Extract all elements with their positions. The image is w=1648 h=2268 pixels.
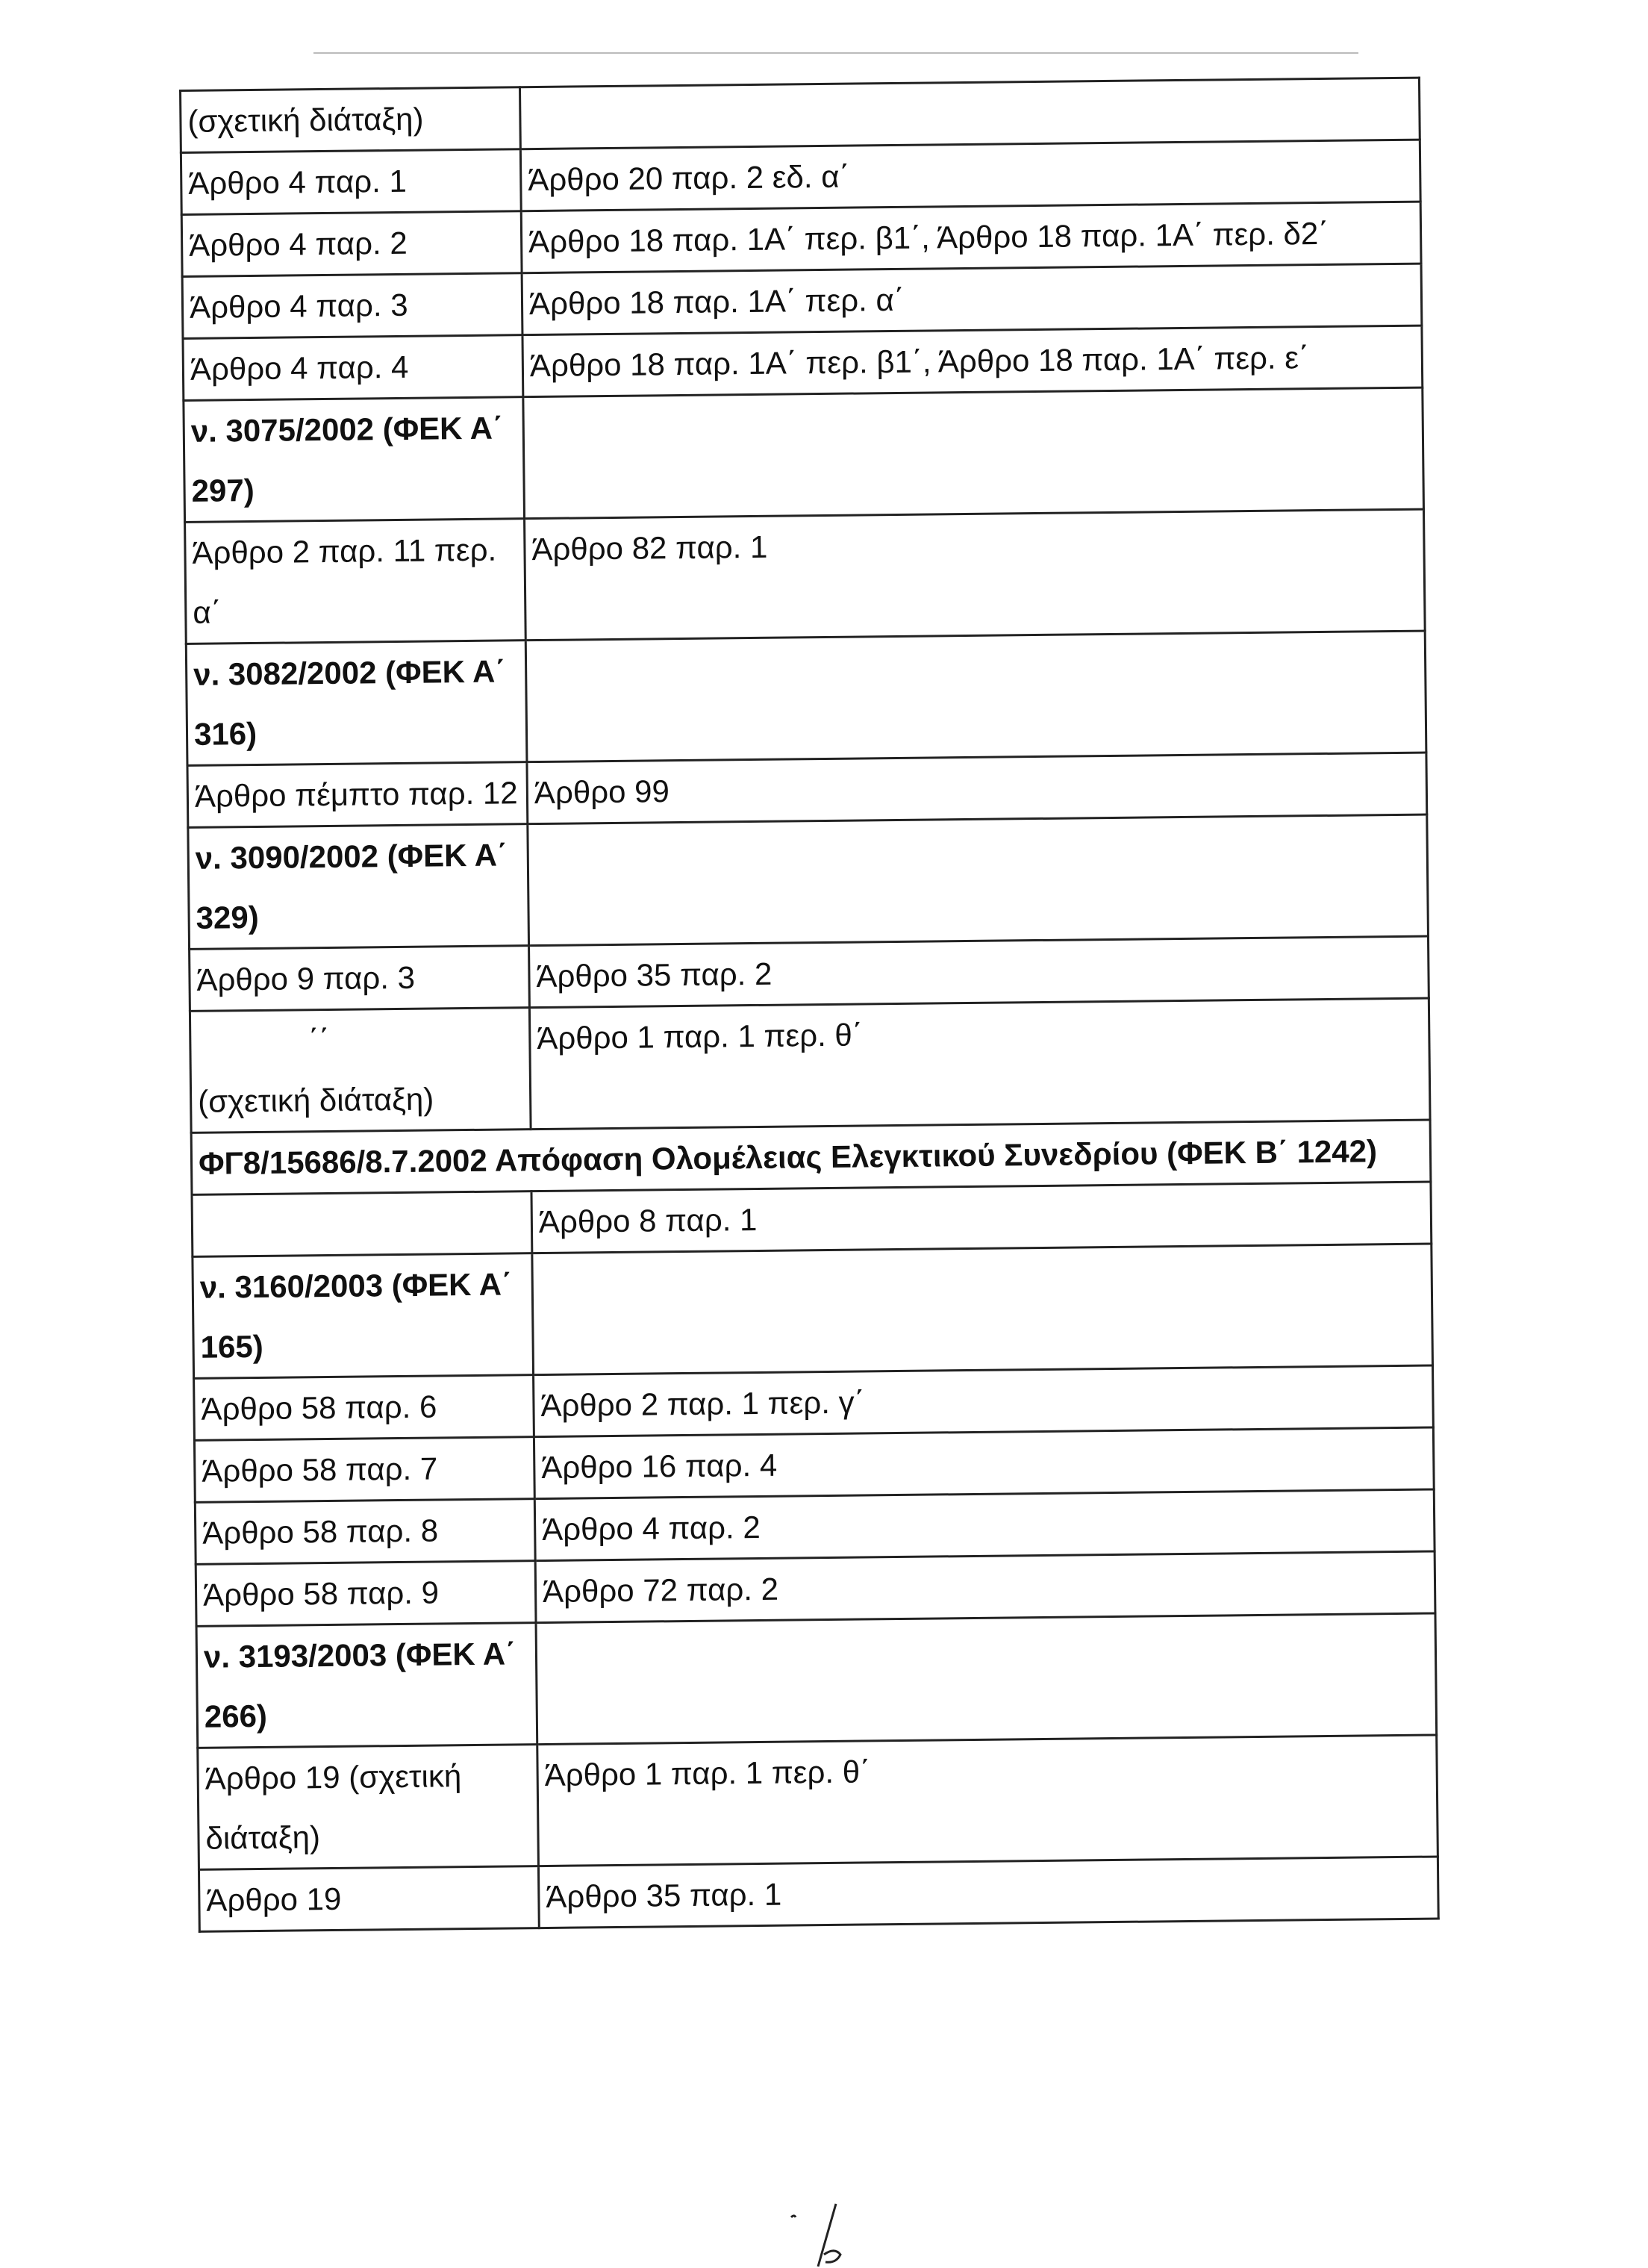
old-provision-cell xyxy=(192,1191,532,1257)
law-heading-row xyxy=(193,1244,1433,1378)
law-title-cell: ν. 3160/2003 (ΦΕΚ Α΄ 165) xyxy=(193,1253,534,1379)
law-heading-row xyxy=(188,814,1429,949)
new-provision-cell: Άρθρο 35 παρ. 1 xyxy=(538,1857,1438,1928)
law-heading-row xyxy=(184,387,1424,522)
new-provision-cell: Άρθρο 1 παρ. 1 περ. θ΄ xyxy=(529,998,1430,1130)
new-provision-cell: Άρθρο 18 παρ. 1Α΄ περ. β1΄, Άρθρο 18 παρ. 1Α΄ περ. ε΄ xyxy=(522,325,1423,397)
old-provision-cell: Άρθρο 58 παρ. 6 xyxy=(194,1375,534,1441)
new-provision-cell: Άρθρο 72 παρ. 2 xyxy=(535,1551,1435,1623)
old-provision-text: (σχετική διάταξη) xyxy=(197,1081,434,1119)
old-provision-cell: Άρθρο 4 παρ. 1 xyxy=(181,149,521,215)
table-body xyxy=(181,78,1439,1931)
new-provision-cell xyxy=(532,1244,1433,1375)
law-title-cell: ν. 3082/2002 (ΦΕΚ Α΄ 316) xyxy=(186,641,527,766)
table-row xyxy=(199,1857,1438,1931)
law-heading-row xyxy=(186,631,1426,765)
correspondence-table xyxy=(179,77,1440,1933)
new-provision-cell: Άρθρο 4 παρ. 2 xyxy=(534,1489,1435,1561)
old-provision-cell: Άρθρο 58 παρ. 9 xyxy=(196,1561,536,1627)
new-provision-cell: Άρθρο 18 παρ. 1Α΄ περ. α΄ xyxy=(522,264,1422,335)
new-provision-cell xyxy=(528,814,1429,946)
old-provision-cell: Άρθρο 58 παρ. 7 xyxy=(194,1437,534,1503)
new-provision-cell: Άρθρο 20 παρ. 2 εδ. α΄ xyxy=(520,140,1420,211)
new-provision-cell xyxy=(536,1613,1437,1745)
new-provision-cell xyxy=(523,387,1424,519)
new-provision-cell: Άρθρο 8 παρ. 1 xyxy=(531,1182,1432,1253)
new-provision-cell: Άρθρο 1 παρ. 1 περ. θ΄ xyxy=(537,1735,1438,1866)
law-title-cell: ν. 3075/2002 (ΦΕΚ Α΄ 297) xyxy=(184,397,525,523)
old-provision-cell: Άρθρο 19 (σχετική διάταξη) xyxy=(198,1745,539,1870)
table-row xyxy=(198,1735,1438,1869)
new-provision-cell: Άρθρο 2 παρ. 1 περ. γ΄ xyxy=(534,1365,1434,1437)
new-provision-cell: Άρθρο 16 παρ. 4 xyxy=(534,1427,1434,1499)
old-provision-cell: Άρθρο 4 παρ. 4 xyxy=(183,335,523,401)
law-title-cell: ν. 3090/2002 (ΦΕΚ Α΄ 329) xyxy=(188,824,529,950)
handwritten-initials-icon xyxy=(776,2202,881,2268)
old-provision-cell xyxy=(190,1008,531,1133)
old-provision-cell: (σχετική διάταξη) xyxy=(181,87,521,153)
decision-heading: ΦΓ8/15686/8.7.2002 Απόφαση Ολομέλειας Ελεγκτικού Συνεδρίου (ΦΕΚ Β΄ 1242) xyxy=(191,1120,1431,1194)
table-row xyxy=(185,509,1426,644)
new-provision-cell: Άρθρο 18 παρ. 1Α΄ περ. β1΄, Άρθρο 18 παρ. 1Α΄ περ. δ2΄ xyxy=(521,202,1421,273)
law-heading-row xyxy=(196,1613,1437,1748)
old-provision-cell: Άρθρο πέμπτο παρ. 12 xyxy=(187,762,528,828)
old-provision-cell: Άρθρο 19 xyxy=(199,1866,539,1932)
old-provision-cell: Άρθρο 9 παρ. 3 xyxy=(190,946,530,1012)
old-provision-cell: Άρθρο 4 παρ. 2 xyxy=(181,211,522,277)
table-row xyxy=(190,998,1430,1133)
new-provision-cell xyxy=(519,78,1420,149)
old-provision-cell: Άρθρο 58 παρ. 8 xyxy=(195,1499,535,1565)
old-provision-cell: Άρθρο 4 παρ. 3 xyxy=(182,273,522,339)
new-provision-cell xyxy=(525,631,1426,762)
ditto-mark: ΄΄ xyxy=(308,1022,330,1059)
law-title-cell: ν. 3193/2003 (ΦΕΚ Α΄ 266) xyxy=(196,1623,537,1748)
scan-edge-line xyxy=(313,52,1358,54)
new-provision-cell: Άρθρο 35 παρ. 2 xyxy=(529,936,1429,1008)
new-provision-cell: Άρθρο 82 παρ. 1 xyxy=(525,509,1426,641)
new-provision-cell: Άρθρο 99 xyxy=(527,753,1427,824)
old-provision-cell: Άρθρο 2 παρ. 11 περ. α΄ xyxy=(185,519,526,644)
